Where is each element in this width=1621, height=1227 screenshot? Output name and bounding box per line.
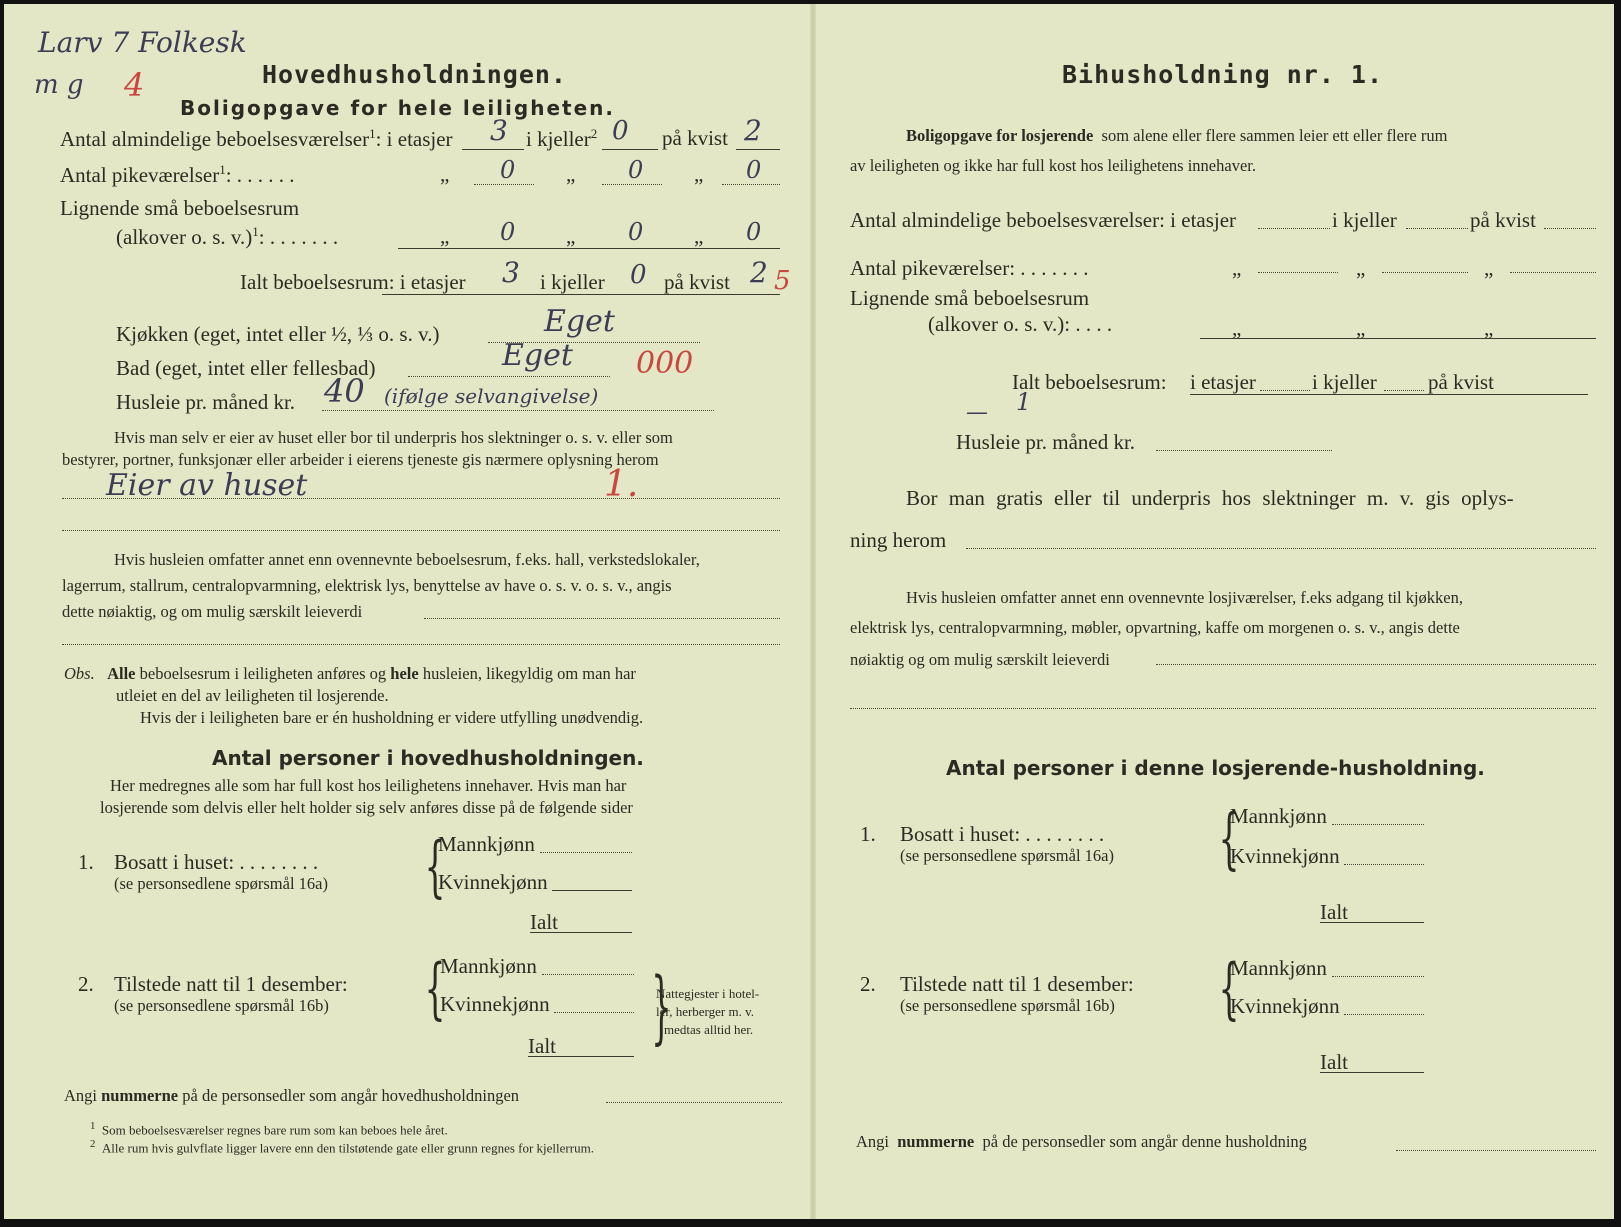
kvist-label: på kvist bbox=[662, 126, 728, 150]
dotted-line bbox=[554, 1012, 634, 1013]
husleie-note: (ifølge selvangivelse) bbox=[384, 384, 599, 408]
small-etasjer-value: 0 bbox=[500, 218, 516, 246]
question-1-number: 1. bbox=[78, 850, 94, 874]
total-label: Ialt beboelsesrum: bbox=[1012, 370, 1167, 394]
total-kjeller-value: 0 bbox=[630, 260, 647, 290]
red-mark: 1. bbox=[604, 464, 639, 505]
question-1-sub: (se personsedlene spørsmål 16a) bbox=[900, 846, 1114, 865]
brace: } bbox=[651, 960, 672, 1053]
footnote-ref: 1 bbox=[252, 224, 259, 239]
left-page bbox=[4, 4, 810, 1219]
footnote-number: 2 bbox=[90, 1138, 96, 1150]
intro-line-2: av leiligheten og ikke har full kost hos leilighetens innehaver. bbox=[850, 156, 1256, 175]
angi-bold: nummerne bbox=[101, 1086, 179, 1105]
obs-line-3: Hvis der i leiligheten bare er én husholdning er videre utfylling unødvendig. bbox=[140, 708, 644, 727]
husleie-label: Husleie pr. måned kr. bbox=[116, 390, 296, 414]
dotted-line bbox=[1396, 1150, 1596, 1151]
dotted-line bbox=[1258, 228, 1330, 229]
question-2-number: 2. bbox=[860, 972, 876, 996]
question-1-label: Bosatt i huset: . . . . . . . . bbox=[114, 850, 319, 874]
footnote-text: Som beboelsesværelser regnes bare rum som kan beboes hele året. bbox=[101, 1122, 448, 1138]
dotted-line bbox=[1384, 390, 1424, 391]
dotted-line bbox=[1258, 272, 1338, 273]
answer-line bbox=[1320, 922, 1424, 923]
handwritten-annotation-4: 4 bbox=[124, 66, 145, 104]
pike-etasjer-value: 0 bbox=[500, 156, 516, 184]
angi-text: på de personsedler som angår hovedhusholdningen bbox=[182, 1086, 520, 1105]
kjeller-line bbox=[602, 149, 658, 150]
etasjer-label: : i etasjer bbox=[375, 127, 453, 151]
angi-line bbox=[64, 1086, 519, 1106]
intro-bold: Boligopgave for losjerende bbox=[906, 126, 1094, 145]
kvist-label: på kvist bbox=[1470, 208, 1536, 232]
angi-bold: nummerne bbox=[897, 1132, 975, 1151]
page-subtitle: Boligopgave for hele leiligheten. bbox=[180, 96, 615, 120]
ditto-mark: „ bbox=[1232, 316, 1242, 340]
footnote-ref: 1 bbox=[369, 126, 376, 141]
kjeller-label: i kjeller bbox=[1332, 208, 1397, 232]
dotted-line bbox=[62, 644, 780, 645]
dotted-line bbox=[850, 708, 1596, 709]
dotted-line bbox=[1406, 228, 1468, 229]
ditto-mark: „ bbox=[694, 162, 704, 186]
dotted-line bbox=[722, 184, 780, 185]
red-mark: 000 bbox=[636, 346, 694, 381]
pike-kvist-value: 0 bbox=[746, 156, 762, 184]
eier-paragraph-1: Hvis man selv er eier av huset eller bor til underpris hos slektninger o. s. v. eller som bbox=[114, 428, 673, 447]
q1-kvinne-label: Kvinnekjønn bbox=[438, 870, 548, 894]
q2-ialt-label: Ialt bbox=[1320, 1050, 1348, 1074]
kvist-line bbox=[736, 149, 780, 150]
omfatter-paragraph-2: lagerrum, stallrum, centralopvarmning, elektrisk lys, benyttelse av have o. s. v. o. s. v., angis bbox=[62, 576, 672, 595]
brace: { bbox=[1218, 800, 1240, 877]
footnote-2 bbox=[90, 1138, 594, 1156]
answer-line bbox=[528, 1056, 634, 1057]
kjokken-value: Eget bbox=[544, 304, 615, 339]
question-1-number: 1. bbox=[860, 822, 876, 846]
persons-paragraph-2: losjerende som delvis eller helt holder sig selv anføres disse på de følgende sider bbox=[100, 798, 633, 817]
page-title: Hovedhusholdningen. bbox=[262, 60, 567, 89]
ditto-mark: „ bbox=[1356, 256, 1366, 280]
dotted-line bbox=[1332, 976, 1424, 977]
angi-line bbox=[856, 1132, 1307, 1152]
small-rooms-sub: (alkover o. s. v.): . . . . bbox=[928, 312, 1113, 336]
etasjer-line bbox=[462, 149, 524, 150]
q1-mann-label: Mannkjønn bbox=[438, 832, 535, 856]
question-2-sub: (se personsedlene spørsmål 16b) bbox=[114, 996, 329, 1015]
omfatter-paragraph-3: dette nøiaktig, og om mulig særskilt leieverdi bbox=[62, 602, 363, 621]
q2-kvinne-label: Kvinnekjønn bbox=[1230, 994, 1340, 1018]
kjokken-label: Kjøkken (eget, intet eller ½, ⅓ o. s. v.) bbox=[116, 322, 440, 346]
eier-value: Eier av huset bbox=[106, 468, 308, 503]
intro-text: som alene eller flere sammen leier ett eller flere rum bbox=[1101, 126, 1448, 145]
total-line bbox=[382, 294, 780, 295]
angi-text: Angi bbox=[64, 1086, 97, 1105]
dotted-line bbox=[1382, 272, 1468, 273]
kjeller-value: 0 bbox=[612, 116, 629, 146]
right-page bbox=[816, 4, 1614, 1219]
total-etasjer-label: i etasjer bbox=[1190, 370, 1256, 394]
angi-text: Angi bbox=[856, 1132, 889, 1151]
answer-line bbox=[530, 932, 632, 933]
gratis-paragraph-1: Bor man gratis eller til underpris hos slektninger m. v. gis oplys- bbox=[906, 486, 1514, 510]
pike-dots: : . . . . . . bbox=[225, 163, 295, 187]
dotted-line bbox=[1260, 390, 1310, 391]
q2-mann-label: Mannkjønn bbox=[440, 954, 537, 978]
ditto-mark: „ bbox=[1484, 316, 1494, 340]
total-line bbox=[1190, 394, 1588, 395]
omfatter-paragraph-1: Hvis husleien omfatter annet enn ovennevnte beboelsesrum, f.eks. hall, verkstedslokaler, bbox=[114, 550, 700, 569]
small-rooms-line bbox=[1200, 338, 1596, 339]
q2-ialt-label: Ialt bbox=[528, 1034, 556, 1058]
q2-kvinne-label: Kvinnekjønn bbox=[440, 992, 550, 1016]
q1-mann-label: Mannkjønn bbox=[1230, 804, 1327, 828]
red-correction: 5 bbox=[774, 266, 791, 296]
total-kvist-value: 2 bbox=[750, 256, 768, 289]
persons-heading: Antal personer i denne losjerende-husholdning. bbox=[946, 756, 1485, 780]
kjeller-label bbox=[526, 126, 597, 152]
ditto-mark: „ bbox=[1356, 316, 1366, 340]
dotted-line bbox=[966, 548, 1596, 549]
pike-kjeller-value: 0 bbox=[628, 156, 644, 184]
question-2-number: 2. bbox=[78, 972, 94, 996]
dotted-line bbox=[1344, 864, 1424, 865]
handwritten-mark: 1 bbox=[1016, 388, 1032, 416]
pike-text: Antal pikeværelser bbox=[60, 163, 220, 187]
obs-text: beboelsesrum i leiligheten anføres og bbox=[139, 664, 387, 683]
obs-label: Obs. bbox=[64, 664, 95, 683]
dotted-line bbox=[602, 184, 662, 185]
brace: { bbox=[424, 828, 446, 905]
footnote-ref: 2 bbox=[590, 126, 598, 141]
small-rooms-line bbox=[398, 248, 780, 249]
answer-line bbox=[1320, 1072, 1424, 1073]
intro-line-1 bbox=[906, 126, 1447, 146]
dotted-line bbox=[62, 530, 780, 531]
eier-paragraph-2: bestyrer, portner, funksjonær eller arbeider i eierens tjeneste gis nærmere oplysning herom bbox=[62, 450, 659, 469]
obs-line-2: utleiet en del av leiligheten til losjerende. bbox=[116, 686, 389, 705]
answer-line bbox=[552, 890, 632, 891]
ditto-mark: „ bbox=[1232, 256, 1242, 280]
q1-ialt-label: Ialt bbox=[530, 910, 558, 934]
nattegjester-note-2: ler, herberger m. v. bbox=[656, 1004, 755, 1019]
small-kjeller-value: 0 bbox=[628, 218, 644, 246]
pike-row-label: Antal pikeværelser: . . . . . . . bbox=[850, 256, 1089, 280]
handwritten-annotation-top: Larv 7 Folkesk bbox=[38, 26, 247, 59]
dotted-line bbox=[1544, 228, 1596, 229]
footnote-ref: 1 bbox=[219, 162, 226, 177]
obs-text: husleien, likegyldig om man har bbox=[422, 664, 636, 683]
dotted-line bbox=[62, 498, 780, 499]
persons-heading: Antal personer i hovedhusholdningen. bbox=[212, 746, 644, 770]
obs-line-1 bbox=[64, 664, 636, 684]
census-form-sheet bbox=[4, 4, 1614, 1219]
omfatter-paragraph-2: elektrisk lys, centralopvarmning, møbler, opvartning, kaffe om morgenen o. s. v., angis dette bbox=[850, 618, 1460, 637]
ditto-mark: „ bbox=[440, 162, 450, 186]
brace: { bbox=[1218, 950, 1240, 1027]
dotted-line bbox=[1344, 1014, 1424, 1015]
etasjer-value: 3 bbox=[490, 114, 508, 147]
footnote-number: 1 bbox=[90, 1120, 96, 1132]
total-etasjer-value: 3 bbox=[502, 256, 520, 289]
question-2-label: Tilstede natt til 1 desember: bbox=[114, 972, 348, 996]
total-kvist-label: på kvist bbox=[1428, 370, 1494, 394]
husleie-value: 40 bbox=[324, 372, 365, 410]
ditto-mark: „ bbox=[694, 224, 704, 248]
small-kvist-value: 0 bbox=[746, 218, 762, 246]
husleie-label: Husleie pr. måned kr. bbox=[956, 430, 1136, 454]
nattegjester-note-3: medtas alltid her. bbox=[664, 1022, 754, 1037]
omfatter-paragraph-1: Hvis husleien omfatter annet enn ovennevnte losjiværelser, f.eks adgang til kjøkken, bbox=[906, 588, 1463, 607]
brace: { bbox=[424, 950, 446, 1027]
obs-bold: hele bbox=[390, 664, 419, 683]
bad-label: Bad (eget, intet eller fellesbad) bbox=[116, 356, 376, 380]
bad-value: Eget bbox=[502, 338, 573, 373]
total-kjeller-label: i kjeller bbox=[1312, 370, 1377, 394]
question-2-sub: (se personsedlene spørsmål 16b) bbox=[900, 996, 1115, 1015]
nattegjester-note-1: Nattegjester i hotel- bbox=[656, 986, 760, 1001]
dotted-line bbox=[1156, 664, 1596, 665]
dotted-line bbox=[1332, 824, 1424, 825]
question-2-label: Tilstede natt til 1 desember: bbox=[900, 972, 1134, 996]
ditto-mark: „ bbox=[566, 162, 576, 186]
omfatter-paragraph-3: nøiaktig og om mulig særskilt leieverdi bbox=[850, 650, 1110, 669]
dotted-line bbox=[540, 852, 632, 853]
kjeller-text: i kjeller bbox=[526, 127, 591, 151]
rooms-row-text: Antal almindelige beboelsesværelser bbox=[60, 127, 370, 151]
total-label: Ialt beboelsesrum: i etasjer bbox=[240, 270, 466, 294]
q2-mann-label: Mannkjønn bbox=[1230, 956, 1327, 980]
question-1-label: Bosatt i huset: . . . . . . . . bbox=[900, 822, 1105, 846]
ditto-mark: „ bbox=[1484, 256, 1494, 280]
dotted-line bbox=[424, 618, 780, 619]
kvist-value: 2 bbox=[744, 114, 762, 147]
dotted-line bbox=[1510, 272, 1596, 273]
footnote-text: Alle rum hvis gulvflate ligger lavere enn den tilstøtende gate eller grunn regnes for kjellerrum. bbox=[101, 1140, 594, 1156]
footnote-1 bbox=[90, 1120, 448, 1138]
gratis-paragraph-2: ning herom bbox=[850, 528, 947, 552]
handwritten-annotation-mg: m g bbox=[34, 70, 84, 100]
dotted-line bbox=[408, 376, 610, 377]
persons-paragraph-1: Her medregnes alle som har full kost hos leilighetens innehaver. Hvis man har bbox=[110, 776, 627, 795]
dotted-line bbox=[474, 184, 534, 185]
ditto-mark: „ bbox=[440, 224, 450, 248]
pike-row-label bbox=[60, 162, 295, 188]
dotted-line bbox=[322, 410, 714, 411]
q1-kvinne-label: Kvinnekjønn bbox=[1230, 844, 1340, 868]
dotted-line bbox=[606, 1102, 782, 1103]
small-rooms-sub bbox=[116, 224, 338, 250]
ditto-mark: „ bbox=[566, 224, 576, 248]
obs-bold: Alle bbox=[107, 664, 136, 683]
small-rooms-label: Lignende små beboelsesrum bbox=[850, 286, 1090, 310]
q1-ialt-label: Ialt bbox=[1320, 900, 1348, 924]
alkover-text: (alkover o. s. v.) bbox=[116, 225, 253, 249]
small-rooms-label: Lignende små beboelsesrum bbox=[60, 196, 300, 220]
dotted-line bbox=[1156, 450, 1332, 451]
angi-text: på de personsedler som angår denne husholdning bbox=[982, 1132, 1307, 1151]
total-kvist-label: på kvist bbox=[664, 270, 730, 294]
dotted-line bbox=[542, 974, 634, 975]
page-title: Bihusholdning nr. 1. bbox=[1062, 60, 1384, 89]
total-kjeller-label: i kjeller bbox=[540, 270, 605, 294]
alkover-dots: : . . . . . . . bbox=[258, 225, 339, 249]
rooms-row-label bbox=[60, 126, 453, 152]
rooms-row-label: Antal almindelige beboelsesværelser: i etasjer bbox=[850, 208, 1237, 232]
handwritten-dash: — bbox=[966, 400, 988, 425]
question-1-sub: (se personsedlene spørsmål 16a) bbox=[114, 874, 328, 893]
